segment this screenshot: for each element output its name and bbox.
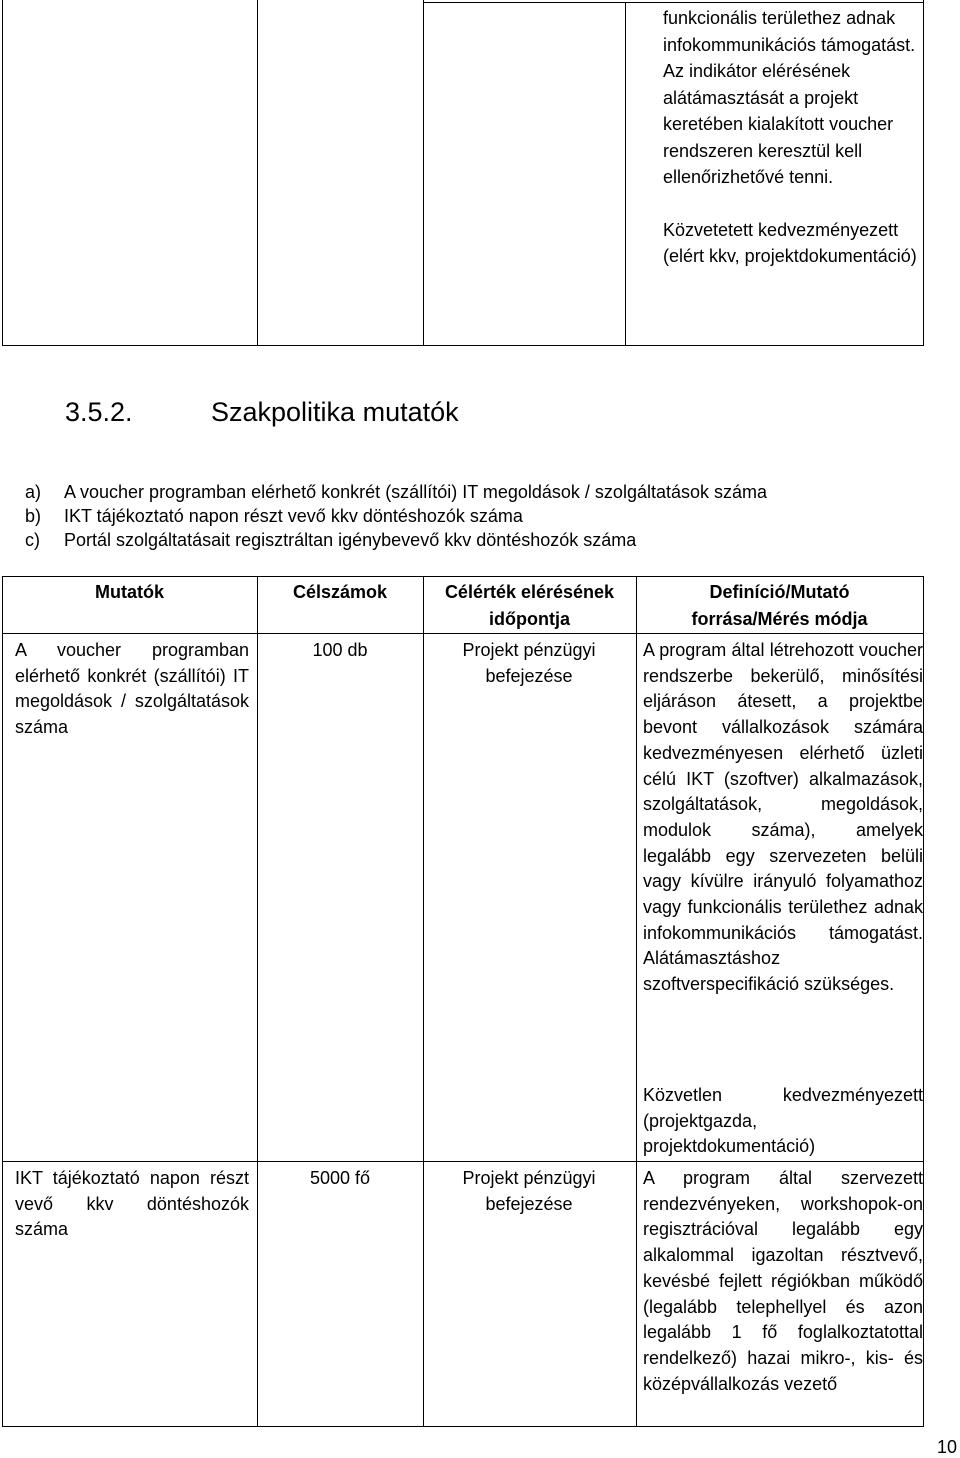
list-text: Portál szolgáltatásait regisztráltan igénybevevő kkv döntéshozók száma [64,530,637,550]
header-definition-line2: forrása/Mérés módja [691,609,868,629]
header-targets: Célszámok [292,582,388,602]
header-definition-line1: Definíció/Mutató [709,582,850,602]
row1-source: Közvetlen kedvezményezett (projektgazda, projektdokumentáció) [643,1085,923,1157]
source-continuation-text: Közvetetett kedvezményezett (elért kkv, projektdokumentáció) [663,219,917,266]
header-target-date-line2: időpontja [489,609,570,629]
list-text: IKT tájékoztató napon részt vevő kkv döntéshozók száma [64,506,523,526]
section-heading [65,392,459,432]
list-marker: b) [25,506,42,526]
header-target-date [423,579,636,633]
row1-target: 100 db [312,640,368,660]
list-marker: a) [25,482,42,502]
list-item [25,480,925,504]
row2-indicator: IKT tájékoztató napon részt vevő kkv döntéshozók száma [15,1168,249,1240]
row1-date: Projekt pénzügyi befejezése [462,640,596,686]
list-marker: c) [25,530,40,550]
row1-definition: A program által létrehozott voucher rendszerbe bekerülő, minősítési eljáráson átesett, a projektbe bevont vállalkozások számára kedvezményesen elérhető üzleti célú IKT (szoftver) alkalmazások, szolgáltatások, megoldások, modulok száma), amelyek legalább egy szervezeten belüli vagy kívülre irányuló folyamathoz vagy funkcionális területhez adnak infokommunikációs támogatást. Alátámasztáshoz szoftverspecifikáció szükséges. [643,640,923,995]
definition-continuation-text: funkcionális területhez adnak infokommunikációs támogatást. Az indikátor elérésének alátámasztását a projekt keretében kialakított voucher rendszeren keresztül kell ellenőrizhetővé tenni. [663,8,916,187]
header-target-date-line1: Célérték elérésének [444,582,615,602]
section-number: 3.5.2. [65,397,133,427]
section-title: Szakpolitika mutatók [211,397,459,427]
list-item [25,528,925,552]
row1-indicator: A voucher programban elérhető konkrét (szállítói) IT megoldások / szolgáltatások száma [15,640,249,738]
definition-continuation [663,5,923,270]
list-item [25,504,925,528]
header-indicators: Mutatók [95,582,164,602]
indicator-list [25,480,925,552]
row2-definition: A program által szervezett rendezvényeken, workshopok-on regisztrációval legalább egy alkalommal igazoltan résztvevő, kevésbé fejlett régiókban működő (legalább telephellyel és azon legalább 1 fő foglalkoztatottal rendelkező) hazai mikro-, kis- és középvállalkozás vezető [643,1168,923,1394]
list-text: A voucher programban elérhető konkrét (szállítói) IT megoldások / szolgáltatások száma [64,482,768,502]
header-definition [636,579,923,633]
row2-date: Projekt pénzügyi befejezése [462,1168,596,1214]
page-number: 10 [937,1437,958,1457]
row2-target: 5000 fő [309,1168,371,1188]
